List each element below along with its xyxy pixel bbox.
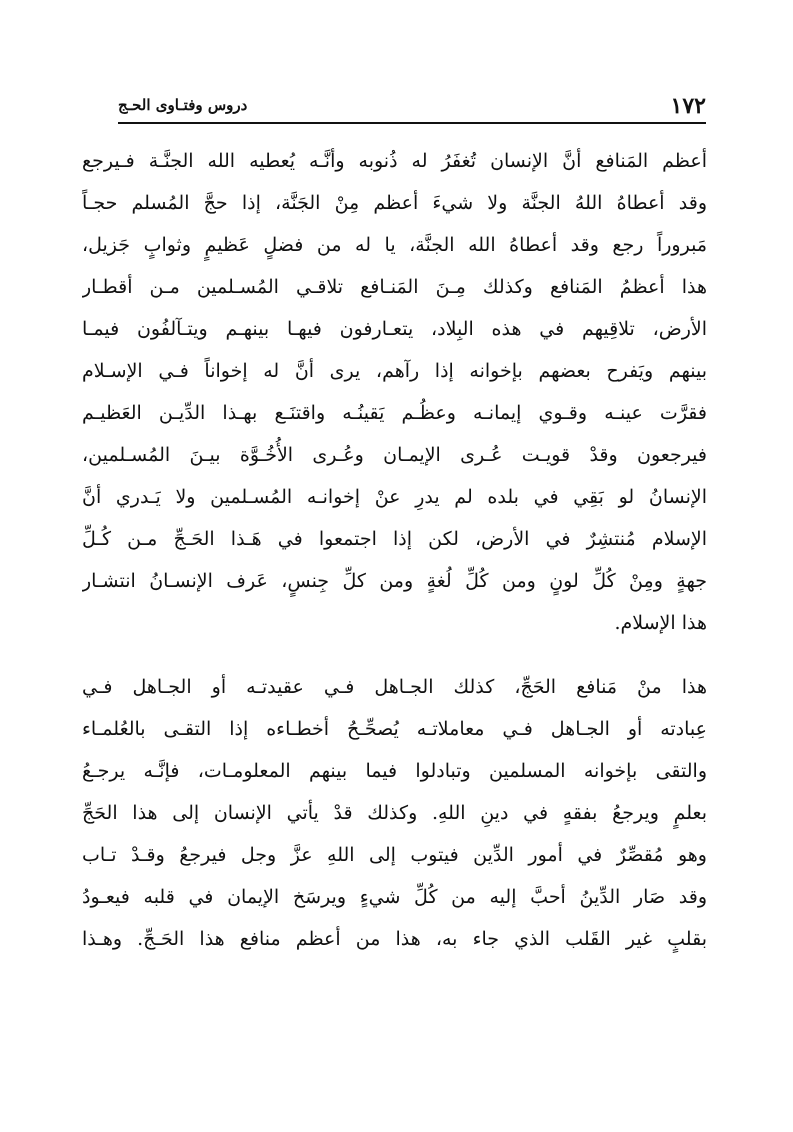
- text-line: فقرَّت عينـه وقـوي إيمانـه وعظُـم يَقينُـه واقتنَـع بهـذا الدِّيـن العَظيـم: [82, 402, 707, 424]
- paragraph-1: [82, 140, 707, 644]
- text-line: هذا منْ مَنافع الحَجِّ، كذلك الجـاهل فـي عقيدتـه أو الجـاهل فـي: [82, 676, 707, 698]
- page-header: [118, 92, 706, 124]
- text-line: والتقى بإخوانه المسلمين وتبادلوا فيما بينهم المعلومـات، فإنَّـه يرجـعُ: [82, 760, 707, 782]
- text-line: بقلبٍ غير القَلب الذي جاء به، هذا من أعظم منافع هذا الحَـجِّ. وهـذا: [82, 928, 707, 950]
- text-line: وقد صَار الدِّينُ أحبَّ إليه من كُلِّ شيءٍ ويرسَخ الإيمان في قلبه فيعـودُ: [82, 886, 707, 908]
- text-line: وهو مُقصِّرٌ في أمور الدِّين فيتوب إلى اللهِ عزَّ وجل فيرجعُ وقـدْ تـاب: [82, 844, 707, 866]
- text-line: أعظم المَنافع أنَّ الإنسان تُغفَرُ له ذُنوبه وأنَّـه يُعطيه الله الجنَّـة فـيرجع: [82, 150, 707, 172]
- text-line: فيرجعون وقدْ قويـت عُـرى الإيمـان وعُـرى الأُخُـوَّة بيـنَ المُسـلمين،: [82, 444, 707, 466]
- paragraph-2: [82, 666, 707, 960]
- running-title: دروس وفتـاوى الحـج: [118, 96, 248, 114]
- text-line: الأرض، تلاقِيهم في هذه البِلاد، يتعـارفون فيهـا بينهـم ويتـآلفُون فيمـا: [82, 318, 707, 340]
- text-line: الإنسانُ لو بَقِي في بلده لم يدرِ عنْ إخوانـه المُسـلمين ولا يَـدري أنَّ: [82, 486, 707, 508]
- text-line: عِبادته أو الجـاهل فـي معاملاتـه يُصحِّـحُ أخطـاءه إذا التقـى بالعُلمـاء: [82, 718, 707, 740]
- paragraph-gap: [82, 644, 707, 666]
- text-line: هذا أعظمُ المَنافع وكذلك مِـنَ المَنـافع تلاقـي المُسـلمين مـن أقطـار: [82, 276, 707, 298]
- text-line: بعلمٍ ويرجعُ بفقهٍ في دينِ اللهِ. وكذلك قدْ يأتي الإنسان إلى هذا الحَجِّ: [82, 802, 707, 824]
- text-line: هذا الإسلام.: [614, 612, 707, 634]
- text-line: الإسلام مُنتشِرٌ في الأرض، لكن إذا اجتمعوا في هَـذا الحَـجِّ مـن كُـلِّ: [82, 528, 707, 550]
- body-text: [82, 140, 707, 960]
- text-line: وقد أعطاهُ اللهُ الجنَّة ولا شيءَ أعظم مِنْ الجَنَّة، إذا حجَّ المُسلم حجـاً: [82, 192, 707, 214]
- page-number: ١٧٢: [670, 93, 706, 119]
- text-line: بينهم ويَفرح بعضهم بإخوانه إذا رآهم، يرى أنَّ له إخواناً فـي الإسـلام: [82, 360, 707, 382]
- text-line: جهةٍ ومِنْ كُلِّ لونٍ ومن كُلِّ لُغةٍ ومن كلِّ جِنسٍ، عَرف الإنسـانُ انتشـار: [82, 570, 707, 592]
- text-line: مَبروراً رجع وقد أعطاهُ الله الجنَّة، يا له من فضلٍ عَظيمٍ وثوابٍ جَزيل،: [82, 234, 707, 256]
- header-rule: [118, 122, 706, 124]
